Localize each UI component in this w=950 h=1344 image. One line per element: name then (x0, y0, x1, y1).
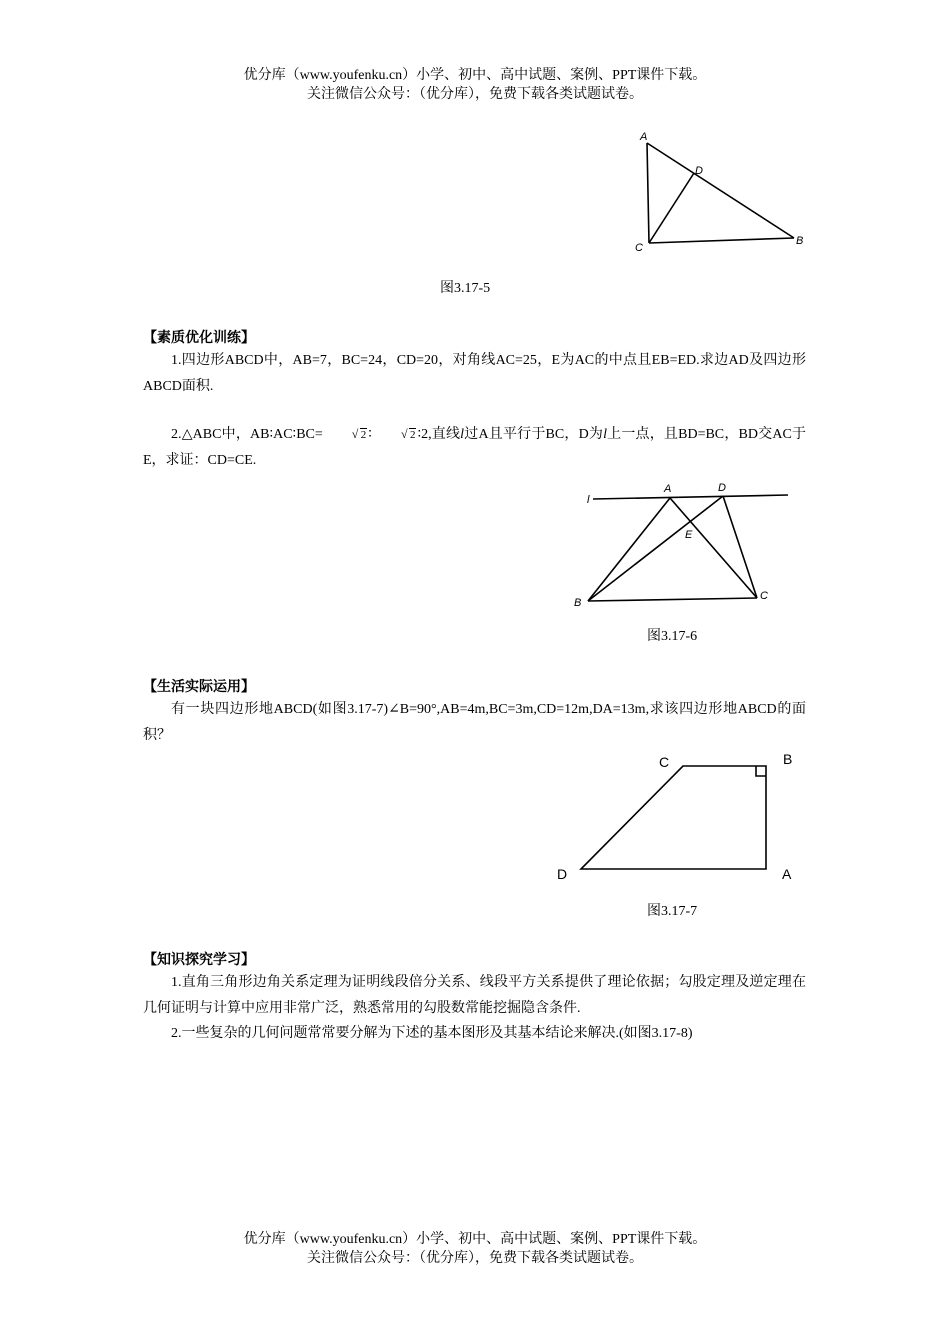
quadrilateral-ABCD (581, 766, 766, 869)
section-title-knowledge: 【知识探究学习】 (143, 953, 255, 968)
sqrt-symbol (373, 422, 417, 448)
figure-caption: 图3.17-6 (647, 629, 698, 644)
segment-AC (670, 498, 757, 598)
label-D: D (557, 866, 568, 882)
knowledge-point-2: 2.一些复杂的几何问题常常要分解为下述的基本图形及其基本结论来解决.(如图3.17-8) (171, 1026, 693, 1041)
segment-CB (649, 238, 794, 243)
header-line-1: 优分库（www.youfenku.cn）小学、初中、高中试题、案例、PPT课件下载。 (243, 68, 707, 83)
line-l-symbol: l (603, 427, 607, 442)
label-D: D (695, 165, 703, 177)
sqrt-symbol (324, 422, 368, 448)
page-footer (0, 1230, 950, 1268)
segment-BC (588, 598, 757, 601)
ratio-separator: ∶ (368, 427, 372, 442)
knowledge-point-1: 1.直角三角形边角关系定理为证明线段倍分关系、线段平方关系提供了理论依据；勾股定理及逆定理在几何证明与计算中应用非常广泛，熟悉常用的勾股数常能挖掘隐含条件. (143, 975, 806, 1016)
figure-3-17-7-drawing (555, 748, 805, 888)
label-A: A (664, 483, 672, 495)
label-E: E (685, 529, 693, 541)
figure-3-17-6 (574, 478, 798, 618)
segment-AB (647, 143, 794, 238)
figure-caption: 图3.17-5 (440, 281, 491, 296)
section-title-practical: 【生活实际运用】 (143, 680, 255, 695)
label-l: l (587, 494, 590, 506)
sqrt-a-value: 2 (360, 429, 367, 441)
line-l (593, 495, 788, 499)
section-title-training: 【素质优化训练】 (143, 331, 255, 346)
question-1: 1.四边形ABCD中，AB=7，BC=24，CD=20，对角线AC=25，E为AC的中点且EB=ED.求边AD及四边形ABCD面积. (143, 353, 806, 394)
label-A: A (782, 866, 792, 882)
segment-BA (588, 498, 670, 601)
right-angle-marker (756, 766, 766, 776)
label-D: D (718, 482, 726, 494)
footer-line-1: 优分库（www.youfenku.cn）小学、初中、高中试题、案例、PPT课件下载。 (243, 1232, 707, 1247)
figure-3-17-5 (630, 126, 820, 256)
figure-3-17-7 (555, 748, 805, 888)
q2-text-2: ∶2,直线 (417, 427, 461, 442)
q2-text-3: 过A且平行于BC，D为 (464, 427, 604, 442)
label-C: C (760, 590, 768, 602)
label-A: A (640, 131, 648, 143)
segment-CD (649, 173, 694, 243)
page-header (0, 66, 950, 104)
q2-text-1: 2.△ABC中，AB∶AC∶BC= (171, 427, 323, 442)
q2-text-4: 上一点，且BD=BC，BD交AC于E，求证：CD=CE. (143, 427, 806, 468)
figure-caption: 图3.17-7 (647, 904, 698, 919)
label-B: B (783, 751, 793, 767)
line-l-symbol: l (460, 427, 465, 442)
segment-DC (723, 496, 757, 598)
figure-3-17-5-drawing (630, 126, 820, 256)
label-B: B (796, 235, 804, 247)
header-line-2: 关注微信公众号：（优分库），免费下载各类试题试卷。 (307, 87, 643, 102)
segment-AC (647, 143, 649, 243)
sqrt-b-value: 2 (409, 429, 416, 441)
label-C: C (659, 754, 670, 770)
label-B: B (574, 597, 582, 609)
segment-BD (588, 496, 723, 601)
label-C: C (635, 242, 643, 254)
footer-line-2: 关注微信公众号：（优分库），免费下载各类试题试卷。 (307, 1251, 643, 1266)
figure-3-17-6-drawing (574, 478, 798, 618)
question-2 (143, 422, 806, 474)
practical-problem: 有一块四边形地ABCD(如图3.17-7)∠B=90°,AB=4m,BC=3m,CD=12m,DA=13m,求该四边形地ABCD的面积？ (143, 702, 806, 743)
